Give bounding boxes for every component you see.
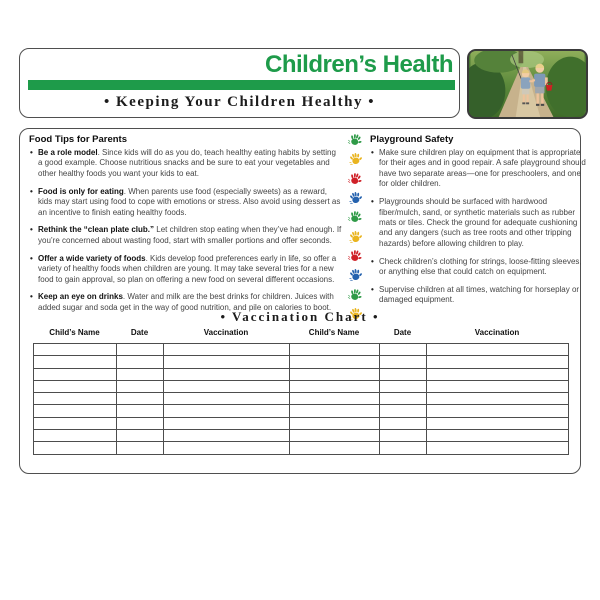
vaccination-table-cell <box>34 430 117 442</box>
playground-safety-text: Make sure children play on equipment that is appropriate for their ages and in good repair. A safe playground should have two separate areas—one for preschoolers, and one for older children. <box>379 148 586 189</box>
vaccination-column-header: Child’s Name <box>49 328 100 337</box>
vaccination-table-cell <box>34 368 117 380</box>
vaccination-table-cell <box>380 344 427 356</box>
playground-safety-heading: Playground Safety <box>370 134 454 145</box>
playground-safety-item <box>370 148 586 190</box>
vaccination-table-cell <box>427 380 569 392</box>
vaccination-table-row <box>34 417 569 429</box>
vaccination-table-cell <box>290 368 380 380</box>
food-tip-lead: Rethink the “clean plate club.” <box>38 225 155 235</box>
vaccination-table-cell <box>427 430 569 442</box>
vaccination-table-cell <box>34 442 117 454</box>
vaccination-table-cell <box>290 380 380 392</box>
food-tip-lead: Be a role model <box>38 148 98 157</box>
playground-safety-list <box>370 148 586 306</box>
vaccination-table-cell <box>164 356 290 368</box>
vaccination-table-cell <box>117 442 164 454</box>
vaccination-table-cell <box>427 393 569 405</box>
handprint-icon <box>348 267 363 282</box>
vaccination-table-cell <box>34 356 117 368</box>
children-walking-photo <box>467 49 588 119</box>
vaccination-table-cell <box>290 417 380 429</box>
vaccination-table-cell <box>290 442 380 454</box>
playground-safety-section <box>370 134 586 313</box>
food-tip-text: . When parents use food (especially sweets) as a reward, kids may start using food to cope with emotions or stress. Also avoid using dessert as an incentive to finish eating healthy foods. <box>38 186 341 217</box>
food-tip-lead: Offer a wide variety of foods <box>38 253 146 263</box>
vaccination-table-row <box>34 344 569 356</box>
handprint-icon <box>348 151 363 166</box>
vaccination-table-cell <box>164 380 290 392</box>
vaccination-table <box>33 343 569 455</box>
vaccination-table-cell <box>380 380 427 392</box>
food-tip-item <box>29 148 342 179</box>
vaccination-table-cell <box>290 356 380 368</box>
vaccination-table-cell <box>34 344 117 356</box>
vaccination-table-cell <box>117 356 164 368</box>
playground-safety-text: Check children’s clothing for strings, loose-fitting sleeves, or anything else that could catch on equipment. <box>379 256 582 277</box>
vaccination-column-headers <box>33 328 568 337</box>
handprint-icon <box>348 190 363 205</box>
food-tips-list <box>29 148 342 313</box>
vaccination-table-row <box>34 430 569 442</box>
playground-safety-item <box>370 197 586 249</box>
vaccination-table-cell <box>380 368 427 380</box>
vaccination-table-cell <box>290 393 380 405</box>
handprint-icon <box>348 132 363 147</box>
food-tip-item <box>29 254 342 285</box>
header-panel <box>19 48 460 118</box>
food-tips-section <box>29 134 342 321</box>
food-tip-item <box>29 225 342 246</box>
vaccination-table-cell <box>380 405 427 417</box>
vaccination-table-cell <box>117 393 164 405</box>
playground-safety-text: Playgrounds should be surfaced with hardwood fiber/mulch, sand, or synthetic materials such as rubber mats or tiles. Check the ground for adequate cushioning and any dangers (such as tree roots and other tripping hazards) before allowing children to play. <box>379 197 578 248</box>
vaccination-table-cell <box>427 344 569 356</box>
vaccination-column-header: Child’s Name <box>308 328 360 337</box>
vaccination-table-cell <box>164 430 290 442</box>
playground-safety-item <box>370 257 586 278</box>
photo-illustration <box>469 51 586 117</box>
vaccination-table-row <box>34 442 569 454</box>
vaccination-column-header: Vaccination <box>203 328 249 337</box>
vaccination-table-row <box>34 356 569 368</box>
food-tip-item <box>29 187 342 218</box>
vaccination-chart-title: • Vaccination Chart • <box>220 309 380 324</box>
food-tip-text: . Water and milk are the best drinks for children. Juices with added sugar and soda get in the way of good nutrition, and pile on calories to boot. <box>38 292 334 312</box>
handprint-icon <box>348 229 363 244</box>
vaccination-table-cell <box>117 430 164 442</box>
vaccination-table-cell <box>117 368 164 380</box>
vaccination-table-cell <box>164 393 290 405</box>
vaccination-table-row <box>34 380 569 392</box>
food-tips-heading: Food Tips for Parents <box>29 134 128 145</box>
vaccination-table-cell <box>380 393 427 405</box>
vaccination-column-header: Date <box>393 328 412 337</box>
vaccination-table-cell <box>34 405 117 417</box>
tagline: • Keeping Your Children Healthy • <box>104 94 375 110</box>
vaccination-table-cell <box>117 380 164 392</box>
playground-safety-item <box>370 285 586 306</box>
vaccination-table-cell <box>290 344 380 356</box>
vaccination-table-cell <box>427 368 569 380</box>
vaccination-table-cell <box>290 405 380 417</box>
vaccination-table-cell <box>290 430 380 442</box>
vaccination-table-cell <box>427 417 569 429</box>
vaccination-table-row <box>34 405 569 417</box>
vaccination-table-cell <box>427 442 569 454</box>
vaccination-column-header: Vaccination <box>474 328 520 337</box>
vaccination-table-cell <box>380 417 427 429</box>
vaccination-table-cell <box>117 344 164 356</box>
vaccination-table-row <box>34 368 569 380</box>
food-tip-text: . Since kids will do as you do, teach healthy eating habits by setting a good example. Choose nutritious snacks and be sure to eat your vegetables and other healthy foods you want your kids to eat. <box>38 148 336 178</box>
vaccination-table-cell <box>34 393 117 405</box>
vaccination-table-cell <box>164 344 290 356</box>
vaccination-table-cell <box>427 356 569 368</box>
vaccination-table-cell <box>164 368 290 380</box>
food-tip-text: Let children stop eating when they’ve had enough. If you’re concerned about wasting food, start with smaller portions and offer seconds. <box>38 225 342 245</box>
handprint-icon <box>348 287 363 302</box>
handprint-icon <box>348 209 363 224</box>
food-tip-text: . Kids develop food preferences early in life, so offer a variety of healthy foods when children are young. It may take several tries for a new food to gain approval, so plan on offering a new food on several different occasions. <box>38 253 337 284</box>
vaccination-column-header: Date <box>130 328 149 337</box>
food-tip-lead: Keep an eye on drinks <box>38 292 123 302</box>
content-panel <box>19 128 586 474</box>
vaccination-table-cell <box>34 417 117 429</box>
vaccination-table-cell <box>164 405 290 417</box>
vaccination-table-row <box>34 393 569 405</box>
handprint-divider <box>341 132 369 321</box>
handprint-icon <box>348 248 363 263</box>
accent-bar <box>28 80 455 90</box>
food-tip-lead: Food is only for eating <box>38 186 124 196</box>
vaccination-table-cell <box>117 405 164 417</box>
vaccination-table-cell <box>117 417 164 429</box>
vaccination-table-cell <box>380 356 427 368</box>
vaccination-table-cell <box>34 380 117 392</box>
vaccination-table-cell <box>427 405 569 417</box>
handprint-icon <box>348 171 363 186</box>
vaccination-table-cell <box>164 417 290 429</box>
playground-safety-text: Supervise children at all times, watching for horseplay or damaged equipment. <box>379 284 580 305</box>
vaccination-table-cell <box>164 442 290 454</box>
page-title: Children’s Health <box>265 51 453 78</box>
vaccination-table-cell <box>380 430 427 442</box>
vaccination-table-cell <box>380 442 427 454</box>
